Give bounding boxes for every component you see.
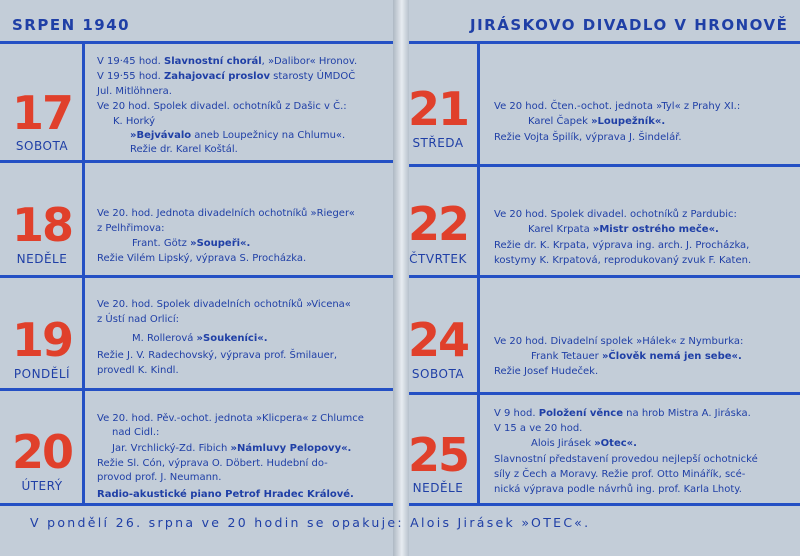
day-name-20: ÚTERÝ xyxy=(21,479,63,493)
event-line: síly z Čech a Moravy. Režie prof. Otto Minářík, scé- xyxy=(494,469,746,480)
event-line: kostymy K. Krpatová, reprodukovaný zvuk F. Katen. xyxy=(494,255,752,266)
day-number-19: 19 xyxy=(11,313,72,367)
event-title: Alois Jirásek »Otec«. xyxy=(531,438,637,449)
repeat-performance-note: V pondělí 26. srpna ve 20 hodin se opakuje: Alois Jirásek »OTEC«. xyxy=(30,515,591,530)
day-number-20: 20 xyxy=(11,425,72,479)
grid-line xyxy=(0,388,393,391)
event-line: Ve 20. hod. Pěv.-ochot. jednota »Klicpera« z Chlumce xyxy=(97,413,364,424)
event-line: Jul. Mitlöhnera. xyxy=(97,86,172,97)
event-line: Režie Josef Hudeček. xyxy=(494,366,599,377)
event-line: Ve 20 hod. Čten.-ochot. jednota »Tyl« z Prahy XI.: xyxy=(494,101,741,112)
event-line: Režie Vilém Lipský, výprava S. Procházka. xyxy=(97,253,307,264)
event-line: provedl K. Kindl. xyxy=(97,365,179,376)
event-line: Ve 20. hod. Jednota divadelních ochotníků »Rieger« xyxy=(97,208,355,219)
day-number-18: 18 xyxy=(11,198,72,252)
grid-line xyxy=(82,41,85,506)
day-name-19: PONDĚLÍ xyxy=(13,367,71,381)
header-month: SRPEN 1940 xyxy=(12,16,131,34)
event-line: Ve 20 hod. Divadelní spolek »Hálek« z Nymburka: xyxy=(494,336,744,347)
event-line: Režie Vojta Špilík, výprava J. Šindelář. xyxy=(494,132,682,143)
event-title: »Bejvávalo aneb Loupežnicy na Chlumu«. xyxy=(130,130,346,141)
event-line: V 9 hod. Položení věnce na hrob Mistra A. Jiráska. xyxy=(494,408,751,419)
day-number-24: 24 xyxy=(407,313,468,367)
day-number-21: 21 xyxy=(407,82,468,136)
event-line: provod prof. J. Neumann. xyxy=(97,472,222,483)
day-name-22: ČTVRTEK xyxy=(409,252,467,266)
event-line: Radio-akustické piano Petrof Hradec Králové. xyxy=(97,489,354,500)
event-line: Režie dr. K. Krpata, výprava ing. arch. J. Procházka, xyxy=(494,240,750,251)
grid-line xyxy=(0,275,393,278)
event-line: nická výprava podle návrhů ing. prof. Karla Lhoty. xyxy=(494,484,742,495)
grid-line xyxy=(409,41,800,44)
event-author: K. Horký xyxy=(113,116,156,127)
event-line: Režie J. V. Radechovský, výprava prof. Šmilauer, xyxy=(97,350,338,361)
event-title: Karel Krpata »Mistr ostrého meče«. xyxy=(528,224,719,235)
event-title: Frank Tetauer »Člověk nemá jen sebe«. xyxy=(531,351,742,362)
grid-line xyxy=(0,503,393,506)
day-name-25: NEDĚLE xyxy=(412,481,464,495)
event-line: Ve 20. hod. Spolek divadelních ochotníků »Vicena« xyxy=(97,299,351,310)
day-number-17: 17 xyxy=(11,86,72,140)
day-name-24: SOBOTA xyxy=(411,367,465,381)
grid-line xyxy=(409,503,800,506)
event-line: Slavnostní představení provedou nejlepší ochotnické xyxy=(494,454,758,465)
event-line: Ve 20 hod. Spolek divadel. ochotníků z Pardubic: xyxy=(494,209,737,220)
day-name-18: NEDĚLE xyxy=(16,252,68,266)
event-line: V 19·45 hod. Slavnostní chorál, »Dalibor« Hronov. xyxy=(97,56,358,67)
event-line: z Ústí nad Orlicí: xyxy=(97,314,180,325)
grid-line xyxy=(409,392,800,395)
day-name-17: SOBOTA xyxy=(15,139,69,153)
event-line: z Pelhřimova: xyxy=(97,223,165,234)
header-theatre: JIRÁSKOVO DIVADLO V HRONOVĚ xyxy=(470,16,789,34)
event-line: V 15 a ve 20 hod. xyxy=(494,423,583,434)
event-line: Režie dr. Karel Koštál. xyxy=(130,144,238,155)
grid-line xyxy=(409,164,800,167)
grid-line xyxy=(0,160,393,163)
event-title: M. Rollerová »Soukeníci«. xyxy=(132,333,268,344)
event-title: Frant. Götz »Soupeři«. xyxy=(132,238,251,249)
day-number-25: 25 xyxy=(407,428,468,482)
day-name-21: STŘEDA xyxy=(412,136,464,150)
event-title: Karel Čapek »Loupežník«. xyxy=(528,116,666,127)
day-number-22: 22 xyxy=(407,197,468,251)
grid-line xyxy=(477,41,480,506)
event-line: Ve 20 hod. Spolek divadel. ochotníků z Dašic v Č.: xyxy=(97,101,347,112)
event-line: nad Cidl.: xyxy=(112,427,160,438)
event-line: V 19·55 hod. Zahajovací proslov starosty ÚMDOČ xyxy=(97,71,356,82)
event-line: Režie Sl. Cón, výprava O. Döbert. Hudební do- xyxy=(97,458,328,469)
event-title: Jar. Vrchlický-Zd. Fibich »Námluvy Pelopovy«. xyxy=(112,443,352,454)
grid-line xyxy=(409,275,800,278)
grid-line xyxy=(0,41,393,44)
